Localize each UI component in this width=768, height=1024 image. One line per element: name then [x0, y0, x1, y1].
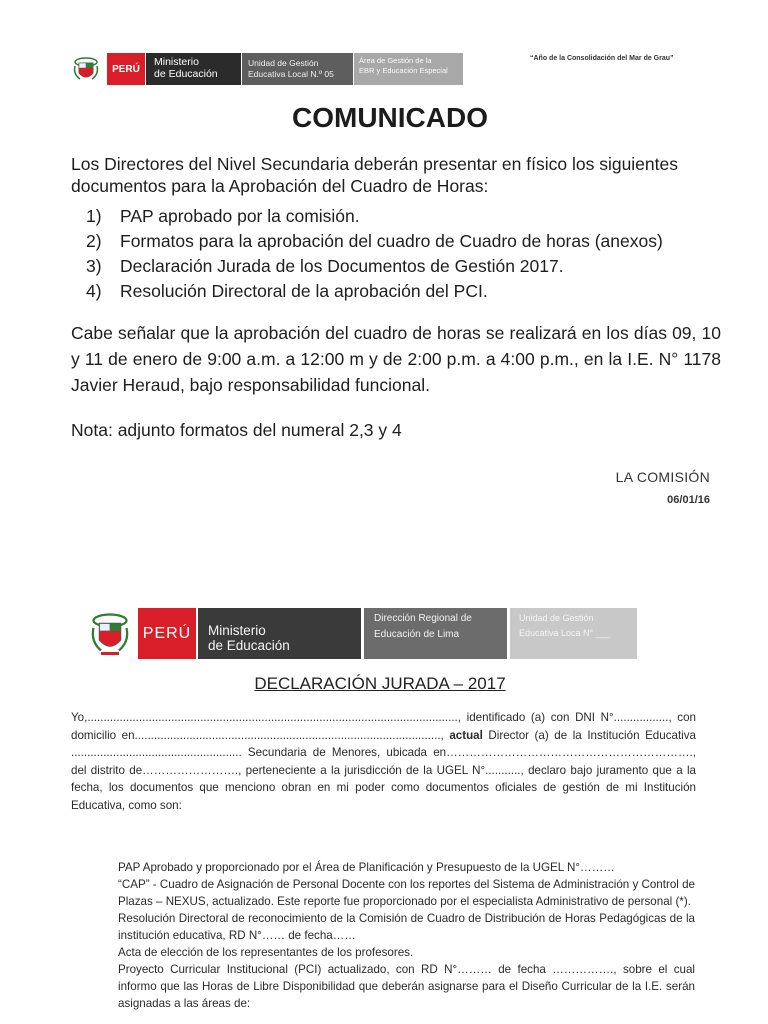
direccion-line-2: Educación de Lima	[374, 629, 460, 640]
declaration-title: DECLARACIÓN JURADA – 2017	[254, 674, 506, 693]
requirements-list	[86, 204, 663, 304]
peru-coat-of-arms-icon	[84, 608, 136, 659]
note: Nota: adjunto formatos del numeral 2,3 y 4	[71, 420, 402, 440]
ministry-line-1: Ministerio	[154, 56, 199, 68]
peru-brand-block: PERÚ	[138, 608, 196, 659]
ministry-block	[145, 53, 241, 85]
list-item: PAP Aprobado y proporcionado por el Área de Planificación y Presupuesto de la UGEL N°………	[118, 861, 615, 874]
area-line-2: EBR y Educación Especial	[359, 66, 448, 75]
list-item: 3) Declaración Jurada de los Documentos de Gestión 2017.	[86, 256, 564, 276]
institutional-header-2	[84, 608, 637, 659]
declaration-body: Yo,..................................................................................................................., identificado (a) con DNI N°................., con domicilio en..............................................................................................., actual Director (a) de la Institución Educativa ..................................................... Secundaria de Menores, ubicada en………………………………………………………., del distrito de……………………., perteneciente a la jurisdicción de la UGEL N°..........., declaro bajo juramento que a la fecha, los documentos que menciono obran en mi poder como documentos oficiales de gestión de mi Institución Educativa, como son:	[71, 711, 696, 812]
list-item: Acta de elección de los representantes de los profesores.	[118, 946, 414, 959]
area-block	[353, 53, 463, 85]
ugel-line-1: Unidad de Gestión	[248, 58, 319, 68]
peru-coat-of-arms-icon	[68, 53, 104, 85]
list-item: 2) Formatos para la aprobación del cuadro de Cuadro de horas (anexos)	[86, 231, 663, 251]
signature: LA COMISIÓN	[615, 469, 710, 485]
page-title: COMUNICADO	[292, 102, 488, 133]
ministry-line-2: de Educación	[154, 68, 218, 80]
ministry-line-1: Ministerio	[208, 623, 266, 638]
ugel-block	[241, 53, 353, 85]
declaration-items	[118, 859, 695, 1012]
institutional-header	[68, 53, 463, 85]
ministry-line-2: de Educación	[208, 638, 290, 653]
ministry-block	[196, 608, 361, 659]
ugel-line-2: Educativa Local N.º 05	[248, 69, 334, 79]
ugel-line-2: Educativa Loca N° ___	[519, 628, 611, 638]
list-item: 1) PAP aprobado por la comisión.	[86, 206, 360, 226]
list-item: Resolución Directoral de reconocimiento de la Comisión de Cuadro de Distribución de Horas Pedagógicas de la institución educativa, RD N°…… de fecha……	[118, 912, 695, 942]
peru-brand-block: PERÚ	[107, 53, 145, 85]
date: 06/01/16	[667, 494, 710, 506]
ugel-block	[507, 608, 637, 659]
list-item: Proyecto Curricular Institucional (PCI) actualizado, con RD N°……… de fecha ……………., sobre el cual informo que las Horas de Libre Disponibilidad que deberán asignarse para el Diseño Curricular de la I.E. serán asignadas a las áreas de:	[118, 963, 695, 1010]
ugel-line-1: Unidad de Gestión	[519, 613, 594, 623]
intro-paragraph: Los Directores del Nivel Secundaria deberán presentar en físico los siguientes documentos para la Aprobación del Cuadro de Horas:	[71, 154, 678, 196]
list-item: “CAP” - Cuadro de Asignación de Personal Docente con los reportes del Sistema de Administración y Control de Plazas – NEXUS, actualizado. Este reporte fue proporcionado por el especialista Administrativo de personal (*).	[118, 878, 695, 908]
schedule-paragraph: Cabe señalar que la aprobación del cuadro de horas se realizará en los días 09, 10 y 11 de enero de 9:00 a.m. a 12:00 m y de 2:00 p.m. a 4:00 p.m., en la I.E. N° 1178 Javier Heraud, bajo responsabilidad funcional.	[71, 323, 721, 395]
direccion-block	[361, 608, 507, 659]
list-item: 4) Resolución Directoral de la aprobación del PCI.	[86, 281, 488, 301]
area-line-1: Área de Gestión de la	[359, 56, 432, 65]
direccion-line-1: Dirección Regional de	[374, 613, 472, 624]
year-motto: “Año de la Consolidación del Mar de Grau”	[530, 55, 674, 62]
